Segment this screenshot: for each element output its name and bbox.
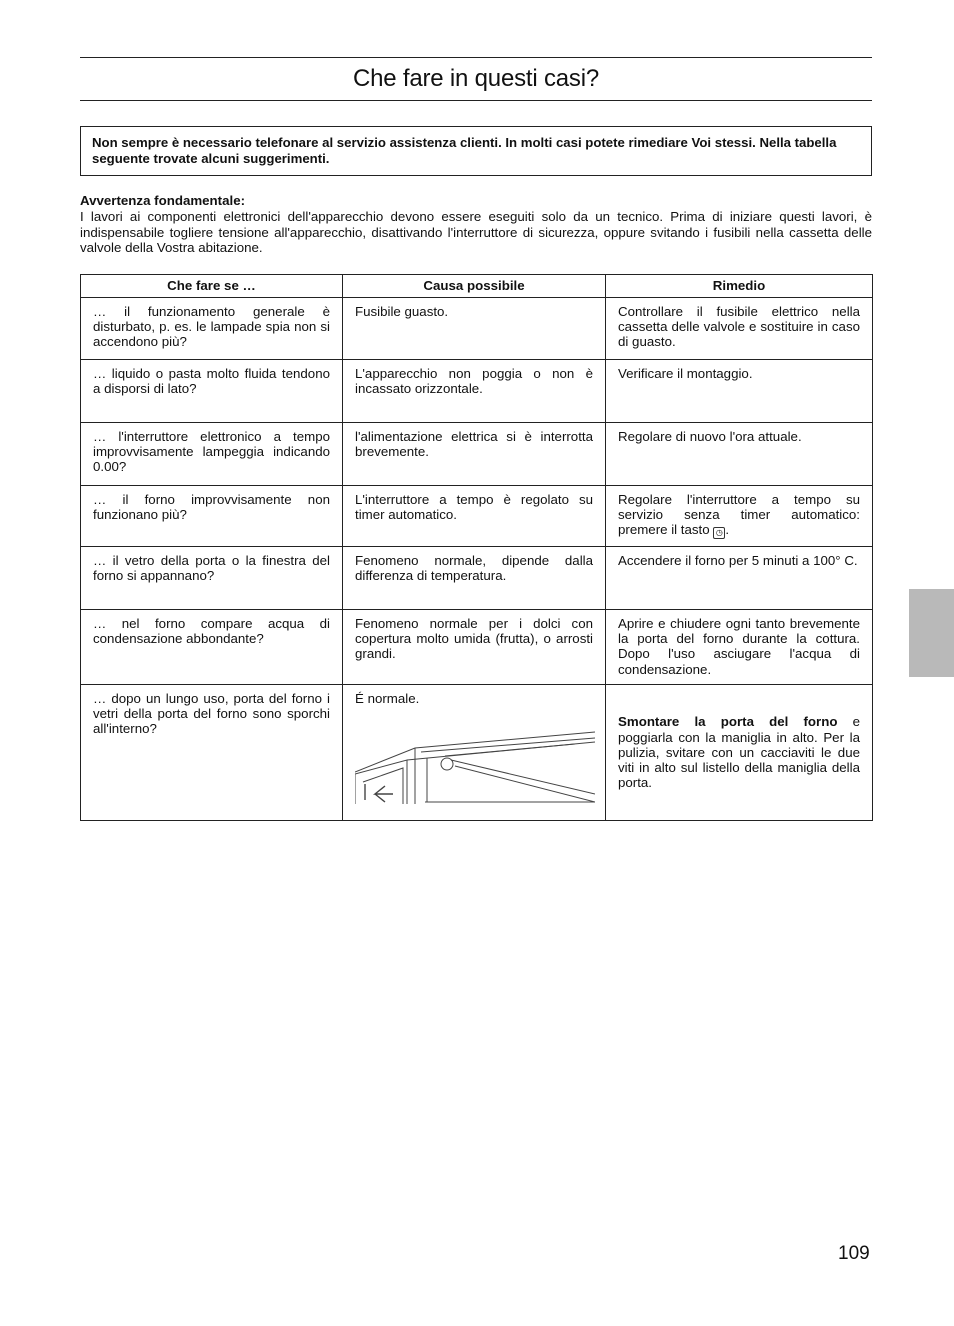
cause-cell (343, 685, 606, 821)
cause-cell: Fenomeno normale, dipende dalla differenza di temperatura. (343, 547, 606, 610)
page-number: 109 (838, 1243, 870, 1264)
timer-key-icon: ◷ (713, 527, 725, 539)
header-problem: Che fare se … (81, 275, 343, 298)
remedy-text-end: . (725, 522, 730, 538)
troubleshooting-table (80, 274, 873, 821)
warning-section (80, 193, 872, 256)
table-row (81, 298, 873, 360)
problem-cell: … dopo un lungo uso, porta del forno i vetri della porta del forno sono sporchi all'interno? (81, 685, 343, 821)
problem-cell: … il funzionamento generale è disturbato, p. es. le lampade spia non si accendono più? (81, 298, 343, 360)
cause-cell: L'interruttore a tempo è regolato su timer automatico. (343, 486, 606, 547)
intro-text: Non sempre è necessario telefonare al servizio assistenza clienti. In molti casi potete rimediare Voi stessi. Nella tabella seguente trovate alcuni suggerimenti. (92, 135, 837, 166)
remedy-cell (606, 685, 873, 821)
table-row (81, 486, 873, 547)
cause-cell: Fusibile guasto. (343, 298, 606, 360)
remedy-text: e poggiarla con la maniglia in alto. Per la pulizia, svitare con un cacciaviti le due viti in alto sul listello della maniglia della porta. (618, 714, 860, 791)
problem-cell: … l'interruttore elettronico a tempo improvvisamente lampeggia indicando 0.00? (81, 423, 343, 486)
problem-cell: … il vetro della porta o la finestra del forno si appannano? (81, 547, 343, 610)
remedy-bold-text: Smontare la porta del forno (618, 714, 838, 730)
remedy-cell: Verificare il montaggio. (606, 360, 873, 423)
intro-box (80, 126, 872, 176)
table-row (81, 610, 873, 685)
cause-cell: L'apparecchio non poggia o non è incassato orizzontale. (343, 360, 606, 423)
warning-heading: Avvertenza fondamentale: (80, 193, 246, 208)
warning-text: I lavori ai componenti elettronici dell'apparecchio devono essere eseguiti solo da un tecnico. Prima di iniziare questi lavori, è indispensabile togliere tensione all'apparecchio, disattivando l'interruttore di sicurezza, oppure svitando i fusibili nella cassetta delle valvole della Vostra abitazione. (80, 208, 872, 256)
oven-door-illustration (355, 712, 595, 804)
remedy-cell (606, 486, 873, 547)
table-row (81, 685, 873, 821)
problem-cell: … liquido o pasta molto fluida tendono a disporsi di lato? (81, 360, 343, 423)
header-remedy: Rimedio (606, 275, 873, 298)
remedy-cell: Controllare il fusibile elettrico nella cassetta delle valvole e sostituire in caso di guasto. (606, 298, 873, 360)
page-title: Che fare in questi casi? (352, 65, 599, 92)
remedy-text: Regolare l'interruttore a tempo su servizio senza timer automatico: premere il tasto (618, 492, 860, 538)
remedy-cell: Regolare di nuovo l'ora attuale. (606, 423, 873, 486)
section-side-tab (909, 589, 954, 677)
problem-cell: … il forno improvvisamente non funzionano più? (81, 486, 343, 547)
header-cause: Causa possibile (343, 275, 606, 298)
cause-cell: Fenomeno normale per i dolci con copertura molto umida (frutta), o arrosti grandi. (343, 610, 606, 685)
table-row (81, 360, 873, 423)
page-title-bar (80, 57, 872, 101)
table-row (81, 423, 873, 486)
problem-cell: … nel forno compare acqua di condensazione abbondante? (81, 610, 343, 685)
cause-cell: l'alimentazione elettrica si è interrotta brevemente. (343, 423, 606, 486)
table-row (81, 547, 873, 610)
cause-text: É normale. (355, 691, 420, 706)
remedy-cell: Accendere il forno per 5 minuti a 100° C. (606, 547, 873, 610)
table-header-row (81, 275, 873, 298)
remedy-cell: Aprire e chiudere ogni tanto brevemente la porta del forno durante la cottura. Dopo l'uso asciugare l'acqua di condensazione. (606, 610, 873, 685)
